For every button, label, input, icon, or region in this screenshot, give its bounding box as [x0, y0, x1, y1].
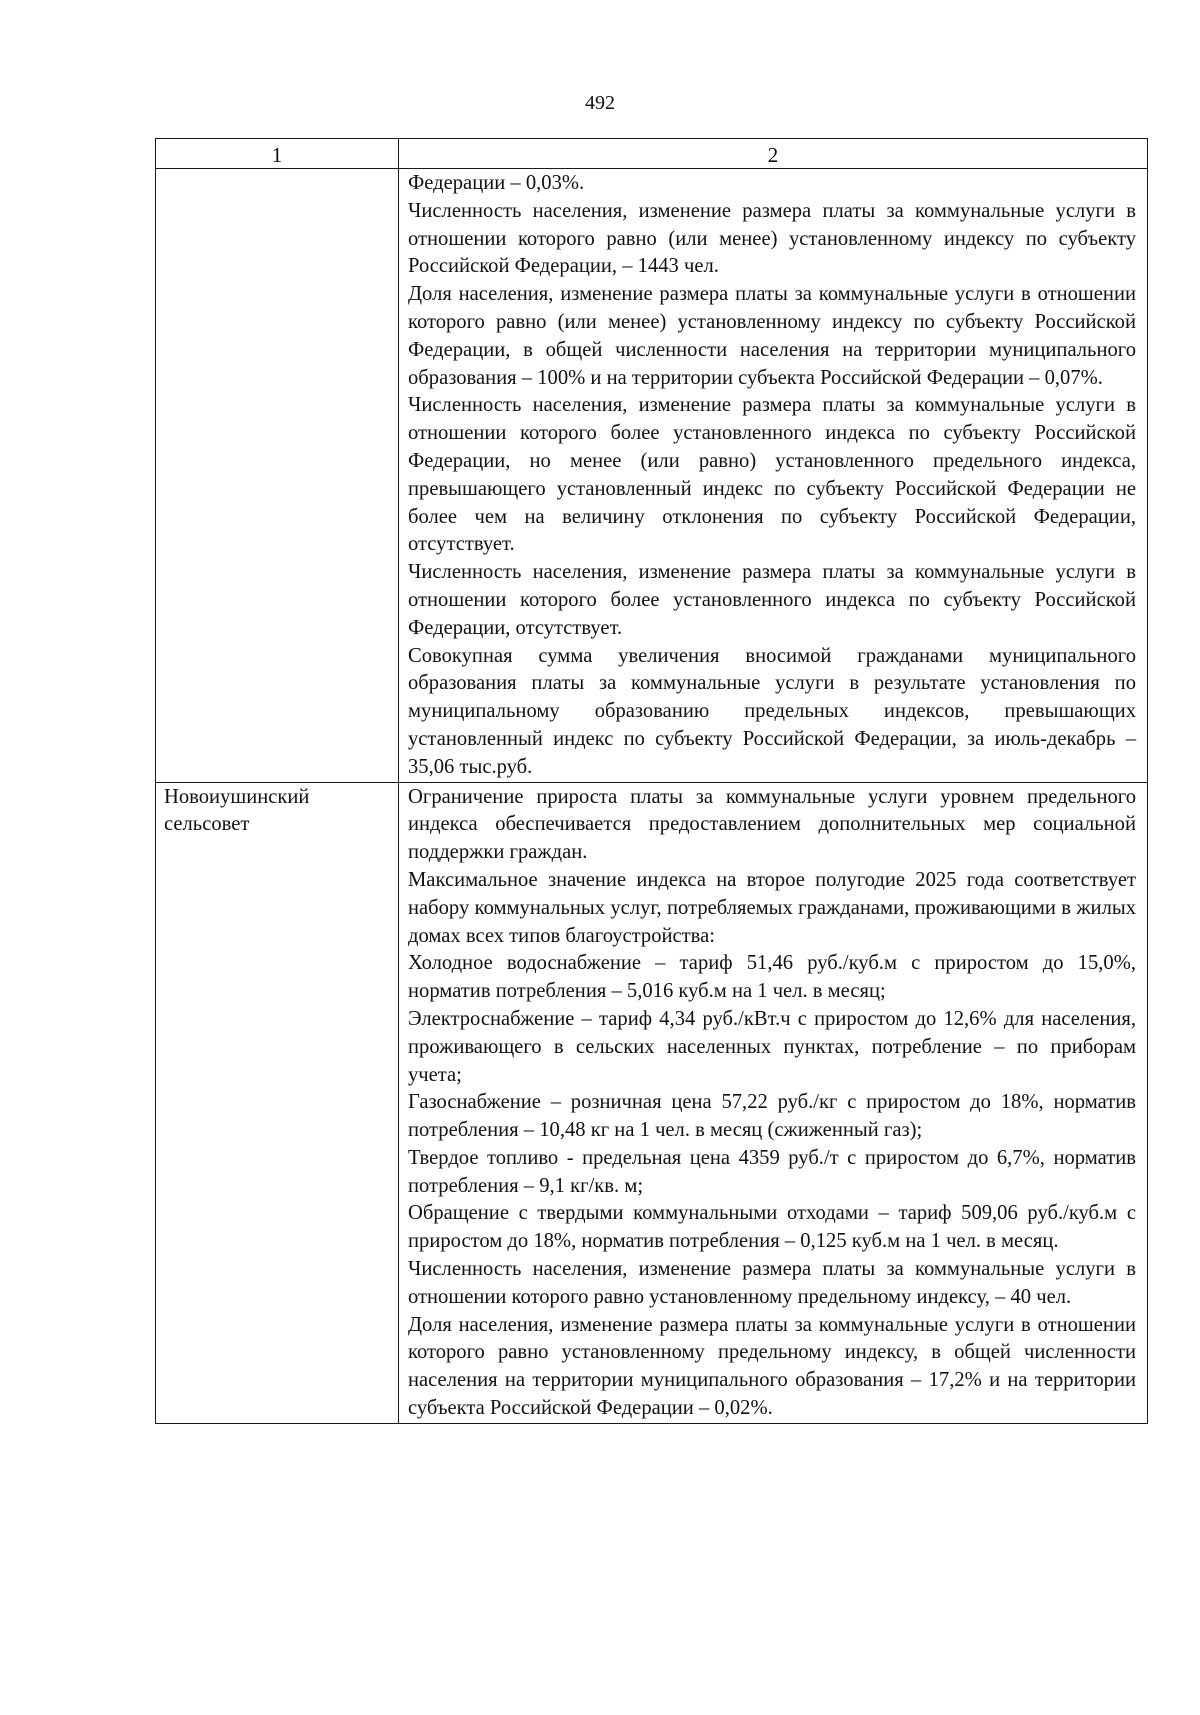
- paragraph: Численность населения, изменение размера платы за коммунальные услуги в отношении которого более установленного индекса по субъекту Российской Федерации, но менее (или равно) установленного предельного индекса, превышающего установленный индекс по субъекту Российской Федерации не более чем на величину отклонения по субъекту Российской Федерации, отсутствует.: [408, 394, 1136, 556]
- paragraph: Доля населения, изменение размера платы за коммунальные услуги в отношении которого равно (или менее) установленному индексу по субъекту Российской Федерации, в общей численности населения на территории муниципального образования – 100% и на территории субъекта Российской Федерации – 0,07%.: [408, 283, 1136, 389]
- paragraph: Численность населения, изменение размера платы за коммунальные услуги в отношении которого более установленного индекса по субъекту Российской Федерации, отсутствует.: [408, 561, 1136, 639]
- description-cell: [399, 169, 1148, 783]
- column-header-2: 2: [399, 139, 1148, 169]
- table-row: [156, 782, 1148, 1423]
- territory-cell: [156, 169, 399, 783]
- table-header-row: [156, 139, 1148, 169]
- paragraph: Максимальное значение индекса на второе полугодие 2025 года соответствует набору коммунальных услуг, потребляемых гражданами, проживающими в жилых домах всех типов благоустройства:: [408, 868, 1136, 947]
- paragraph: Твердое топливо - предельная цена 4359 руб./т с приростом до 6,7%, норматив потребления – 9,1 кг/кв. м;: [408, 1146, 1136, 1197]
- territory-cell: Новоиушинский сельсовет: [156, 782, 399, 1423]
- paragraph: Численность населения, изменение размера платы за коммунальные услуги в отношении которого равно (или менее) установленному индексу по субъекту Российской Федерации, – 1443 чел.: [408, 199, 1136, 278]
- data-table: [155, 138, 1148, 1424]
- paragraph: Холодное водоснабжение – тариф 51,46 руб./куб.м с приростом до 15,0%, норматив потребления – 5,016 куб.м на 1 чел. в месяц;: [408, 952, 1136, 1003]
- paragraph: Газоснабжение – розничная цена 57,22 руб./кг с приростом до 18%, норматив потребления – 10,48 кг на 1 чел. в месяц (сжиженный газ);: [408, 1091, 1136, 1142]
- paragraph: Электроснабжение – тариф 4,34 руб./кВт.ч с приростом до 12,6% для населения, проживающего в сельских населенных пунктах, потребление – по приборам учета;: [408, 1007, 1136, 1086]
- table-row: [156, 169, 1148, 783]
- paragraph: Совокупная сумма увеличения вносимой гражданами муниципального образования платы за коммунальные услуги в результате установления по муниципальному образованию предельных индексов, превышающих установленный индекс по субъекту Российской Федерации, за июль-декабрь – 35,06 тыс.руб.: [408, 644, 1136, 778]
- column-header-1: 1: [156, 139, 399, 169]
- paragraph: Ограничение прироста платы за коммунальные услуги уровнем предельного индекса обеспечивается предоставлением дополнительных мер социальной поддержки граждан.: [408, 785, 1136, 864]
- description-cell: [399, 782, 1148, 1423]
- paragraph: Обращение с твердыми коммунальными отходами – тариф 509,06 руб./куб.м с приростом до 18%, норматив потребления – 0,125 куб.м на 1 чел. в месяц.: [408, 1202, 1136, 1253]
- paragraph: Численность населения, изменение размера платы за коммунальные услуги в отношении которого равно установленному предельному индексу, – 40 чел.: [408, 1258, 1136, 1308]
- paragraph: Доля населения, изменение размера платы за коммунальные услуги в отношении которого равно установленному предельному индексу, в общей численности населения на территории муниципального образования – 17,2% и на территории субъекта Российской Федерации – 0,02%.: [408, 1313, 1136, 1420]
- page-number: 492: [585, 92, 615, 114]
- paragraph: Федерации – 0,03%.: [408, 172, 585, 194]
